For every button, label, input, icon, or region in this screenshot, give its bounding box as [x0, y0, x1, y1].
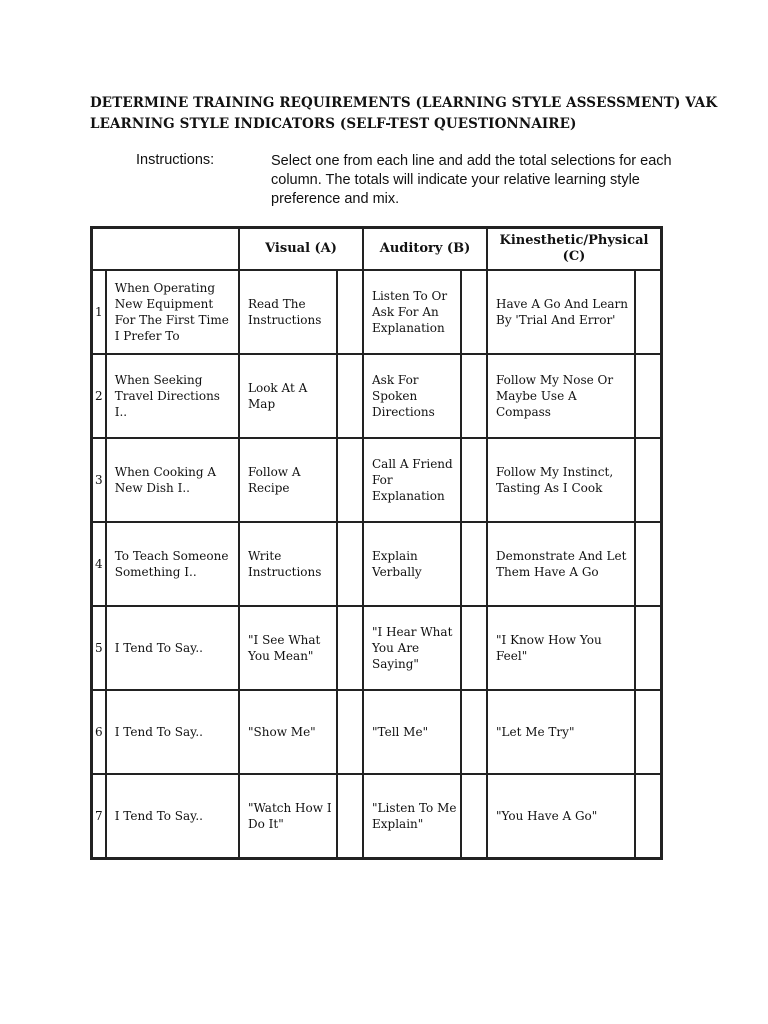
answer-kinesthetic: Follow My Instinct, Tasting As I Cook	[487, 438, 635, 522]
selection-box-kinesthetic[interactable]	[635, 774, 661, 858]
answer-auditory: "Listen To Me Explain"	[363, 774, 461, 858]
selection-box-visual[interactable]	[337, 690, 363, 774]
selection-box-auditory[interactable]	[461, 438, 487, 522]
row-question: When Seeking Travel Directions I..	[106, 354, 239, 438]
selection-box-auditory[interactable]	[461, 354, 487, 438]
page-title	[90, 93, 730, 135]
answer-auditory: Listen To Or Ask For An Explanation	[363, 270, 461, 354]
selection-box-kinesthetic[interactable]	[635, 690, 661, 774]
table-row	[92, 522, 661, 606]
selection-box-kinesthetic[interactable]	[635, 522, 661, 606]
answer-kinesthetic: "You Have A Go"	[487, 774, 635, 858]
answer-visual: Follow A Recipe	[239, 438, 337, 522]
selection-box-auditory[interactable]	[461, 774, 487, 858]
answer-auditory: Call A Friend For Explanation	[363, 438, 461, 522]
row-number: 1	[92, 270, 106, 354]
row-number: 3	[92, 438, 106, 522]
answer-visual: Look At A Map	[239, 354, 337, 438]
row-question: When Operating New Equipment For The First Time I Prefer To	[106, 270, 239, 354]
row-number: 7	[92, 774, 106, 858]
answer-visual: "I See What You Mean"	[239, 606, 337, 690]
table-row	[92, 438, 661, 522]
answer-kinesthetic: Follow My Nose Or Maybe Use A Compass	[487, 354, 635, 438]
selection-box-auditory[interactable]	[461, 522, 487, 606]
answer-visual: Write Instructions	[239, 522, 337, 606]
selection-box-kinesthetic[interactable]	[635, 606, 661, 690]
row-question: When Cooking A New Dish I..	[106, 438, 239, 522]
instructions-text: Select one from each line and add the total selections for each column. The totals will indicate your relative learning style preference and mix.	[271, 153, 672, 207]
answer-kinesthetic: Demonstrate And Let Them Have A Go	[487, 522, 635, 606]
table-row	[92, 690, 661, 774]
table-row	[92, 354, 661, 438]
table-row	[92, 606, 661, 690]
answer-auditory: "I Hear What You Are Saying"	[363, 606, 461, 690]
row-question: I Tend To Say..	[106, 774, 239, 858]
row-question: I Tend To Say..	[106, 606, 239, 690]
selection-box-visual[interactable]	[337, 270, 363, 354]
selection-box-visual[interactable]	[337, 438, 363, 522]
selection-box-visual[interactable]	[337, 606, 363, 690]
header-auditory: Auditory (B)	[363, 228, 487, 270]
header-corner-cell	[92, 228, 239, 270]
selection-box-kinesthetic[interactable]	[635, 354, 661, 438]
answer-auditory: Explain Verbally	[363, 522, 461, 606]
selection-box-kinesthetic[interactable]	[635, 438, 661, 522]
answer-kinesthetic: "Let Me Try"	[487, 690, 635, 774]
answer-visual: "Show Me"	[239, 690, 337, 774]
header-visual: Visual (A)	[239, 228, 363, 270]
selection-box-visual[interactable]	[337, 774, 363, 858]
row-number: 2	[92, 354, 106, 438]
selection-box-auditory[interactable]	[461, 606, 487, 690]
selection-box-visual[interactable]	[337, 522, 363, 606]
questionnaire-table	[90, 226, 663, 860]
answer-visual: "Watch How I Do It"	[239, 774, 337, 858]
title-line-2: LEARNING STYLE INDICATORS (SELF-TEST QUESTIONNAIRE)	[90, 116, 577, 132]
row-number: 6	[92, 690, 106, 774]
row-number: 4	[92, 522, 106, 606]
table-row	[92, 270, 661, 354]
answer-auditory: Ask For Spoken Directions	[363, 354, 461, 438]
row-question: I Tend To Say..	[106, 690, 239, 774]
selection-box-visual[interactable]	[337, 354, 363, 438]
row-question: To Teach Someone Something I..	[106, 522, 239, 606]
answer-auditory: "Tell Me"	[363, 690, 461, 774]
answer-kinesthetic: "I Know How You Feel"	[487, 606, 635, 690]
selection-box-auditory[interactable]	[461, 690, 487, 774]
table-row	[92, 774, 661, 858]
instructions-label: Instructions:	[136, 152, 215, 168]
table-header-row	[92, 228, 661, 270]
selection-box-kinesthetic[interactable]	[635, 270, 661, 354]
answer-visual: Read The Instructions	[239, 270, 337, 354]
selection-box-auditory[interactable]	[461, 270, 487, 354]
answer-kinesthetic: Have A Go And Learn By 'Trial And Error'	[487, 270, 635, 354]
header-kinesthetic: Kinesthetic/Physical (C)	[487, 228, 661, 270]
title-line-1: DETERMINE TRAINING REQUIREMENTS (LEARNING STYLE ASSESSMENT) VAK	[90, 95, 718, 111]
row-number: 5	[92, 606, 106, 690]
